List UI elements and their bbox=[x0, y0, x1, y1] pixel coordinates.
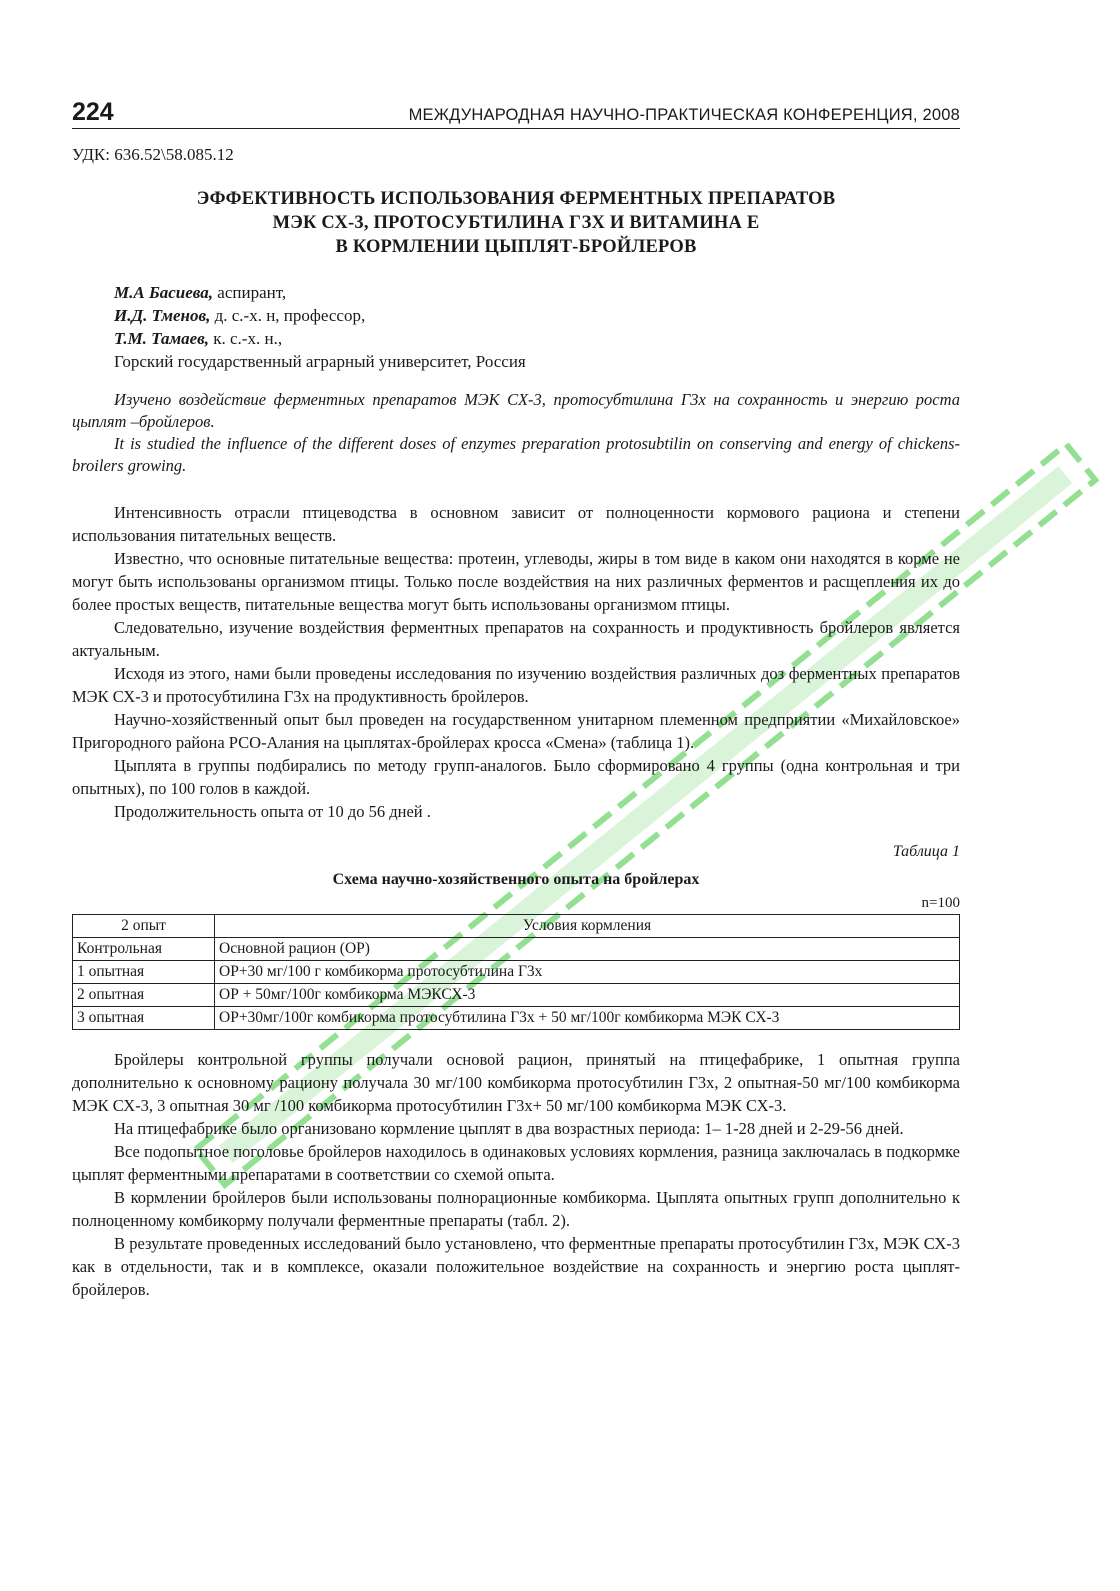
paragraph: На птицефабрике было организовано кормление цыплят в два возрастных периода: 1– 1-28 дней и 2-29-56 дней. bbox=[114, 1119, 904, 1138]
article-title bbox=[72, 187, 960, 259]
running-header bbox=[72, 100, 960, 129]
author-name: М.А Басиева, bbox=[114, 283, 214, 302]
title-line: МЭК СХ-3, ПРОТОСУБТИЛИНА ГЗХ И ВИТАМИНА Е bbox=[272, 213, 760, 233]
abstract-ru: Изучено воздействие ферментных препаратов МЭК СХ-3, протосубтилина Г3х на сохранность и энергию роста цыплят –бройлеров. bbox=[72, 390, 960, 431]
table-cell-conditions: Основной рацион (ОР) bbox=[215, 938, 960, 961]
paragraph: Известно, что основные питательные вещества: протеин, углеводы, жиры в том виде в каком они находятся в корме не могут быть использованы организмом птицы. Только после воздействия на них различных ферментов и расщепления их до более простых веществ, питательные вещества могут быть использованы организмом птицы. bbox=[72, 549, 960, 614]
udc-code: УДК: 636.52\58.085.12 bbox=[72, 145, 234, 164]
author-role: к. с.-х. н., bbox=[209, 329, 283, 348]
table-row bbox=[73, 1007, 960, 1030]
author-line bbox=[114, 327, 960, 350]
table-header-row bbox=[73, 915, 960, 938]
table-header: 2 опыт bbox=[73, 915, 215, 938]
paragraph: В кормлении бройлеров были использованы полнорационные комбикорма. Цыплята опытных групп дополнительно к полноценному комбикорму получали ферментные препараты (табл. 2). bbox=[72, 1188, 960, 1230]
affiliation: Горский государственный аграрный университет, Россия bbox=[114, 352, 526, 371]
table-cell-conditions: ОР+30 мг/100 г комбикорма протосубтилина Г3х bbox=[215, 961, 960, 984]
body-text-continued bbox=[72, 1048, 960, 1301]
table-caption: Схема научно-хозяйственного опыта на бройлерах bbox=[332, 871, 700, 888]
paragraph: Научно-хозяйственный опыт был проведен на государственном унитарном племенном предприятии «Михайловское» Пригородного района РСО-Алания на цыплятах-бройлерах кросса «Смена» (таблица 1). bbox=[72, 710, 960, 752]
author-line bbox=[114, 304, 960, 327]
author-line bbox=[114, 281, 960, 304]
table-sample-size: n=100 bbox=[921, 895, 960, 911]
table-cell-group: Контрольная bbox=[73, 938, 215, 961]
author-block bbox=[114, 281, 960, 373]
experiment-scheme-table bbox=[72, 914, 960, 1030]
paragraph: Следовательно, изучение воздействия ферментных препаратов на сохранность и продуктивность бройлеров является актуальным. bbox=[72, 618, 960, 660]
title-line: ЭФФЕКТИВНОСТЬ ИСПОЛЬЗОВАНИЯ ФЕРМЕНТНЫХ ПРЕПАРАТОВ bbox=[196, 189, 836, 209]
title-line: В КОРМЛЕНИИ ЦЫПЛЯТ-БРОЙЛЕРОВ bbox=[335, 237, 697, 257]
author-role: д. с.-х. н, профессор, bbox=[210, 306, 366, 325]
author-name: И.Д. Тменов, bbox=[114, 306, 211, 325]
paragraph: Цыплята в группы подбирались по методу групп-аналогов. Было сформировано 4 группы (одна контрольная и три опытных), по 100 голов в каждой. bbox=[72, 756, 960, 798]
table-cell-conditions: ОР + 50мг/100г комбикорма МЭКСХ-3 bbox=[215, 984, 960, 1007]
table-cell-group: 2 опытная bbox=[73, 984, 215, 1007]
paragraph: В результате проведенных исследований было установлено, что ферментные препараты протосубтилин Г3х, МЭК СХ-3 как в отдельности, так и в комплексе, оказали положительное воздействие на сохранность и энергию роста цыплят-бройлеров. bbox=[72, 1234, 960, 1299]
paragraph: Все подопытное поголовье бройлеров находилось в одинаковых условиях кормления, разница заключалась в подкормке цыплят ферментными препаратами в соответствии со схемой опыта. bbox=[72, 1142, 960, 1184]
table-cell-group: 3 опытная bbox=[73, 1007, 215, 1030]
table-cell-group: 1 опытная bbox=[73, 961, 215, 984]
author-role: аспирант, bbox=[213, 283, 287, 302]
paragraph: Интенсивность отрасли птицеводства в основном зависит от полноценности кормового рациона и степени использования питательных веществ. bbox=[72, 503, 960, 545]
table-label: Таблица 1 bbox=[892, 843, 960, 860]
table-row bbox=[73, 984, 960, 1007]
author-name: Т.М. Тамаев, bbox=[114, 329, 209, 348]
body-text bbox=[72, 501, 960, 823]
running-head: МЕЖДУНАРОДНАЯ НАУЧНО-ПРАКТИЧЕСКАЯ КОНФЕРЕНЦИЯ, 2008 bbox=[408, 106, 960, 124]
paper-page bbox=[72, 100, 960, 1301]
paragraph: Продолжительность опыта от 10 до 56 дней . bbox=[114, 802, 431, 821]
table-row bbox=[73, 938, 960, 961]
paragraph: Бройлеры контрольной группы получали основой рацион, принятый на птицефабрике, 1 опытная группа дополнительно к основному рациону получала 30 мг/100 комбикорма протосубтилин Г3х, 2 опытная-50 мг/100 комбикорма МЭК СХ-3, 3 опытная 30 мг /100 комбикорма протосубтилин Г3х+ 50 мг/100 комбикорма МЭК СХ-3. bbox=[72, 1050, 960, 1115]
table-cell-conditions: ОР+30мг/100г комбикорма протосубтилина Г3х + 50 мг/100г комбикорма МЭК СХ-3 bbox=[215, 1007, 960, 1030]
paragraph: Исходя из этого, нами были проведены исследования по изучению воздействия различных доз ферментных препаратов МЭК СХ-3 и протосубтилина Г3х на продуктивность бройлеров. bbox=[72, 664, 960, 706]
table-row bbox=[73, 961, 960, 984]
abstract-en: It is studied the influence of the different doses of enzymes preparation protosubtilin on conserving and energy of chickens-broilers growing. bbox=[72, 434, 960, 475]
page-number: 224 bbox=[72, 98, 114, 126]
table-header: Условия кормления bbox=[215, 915, 960, 938]
abstract bbox=[72, 389, 960, 477]
